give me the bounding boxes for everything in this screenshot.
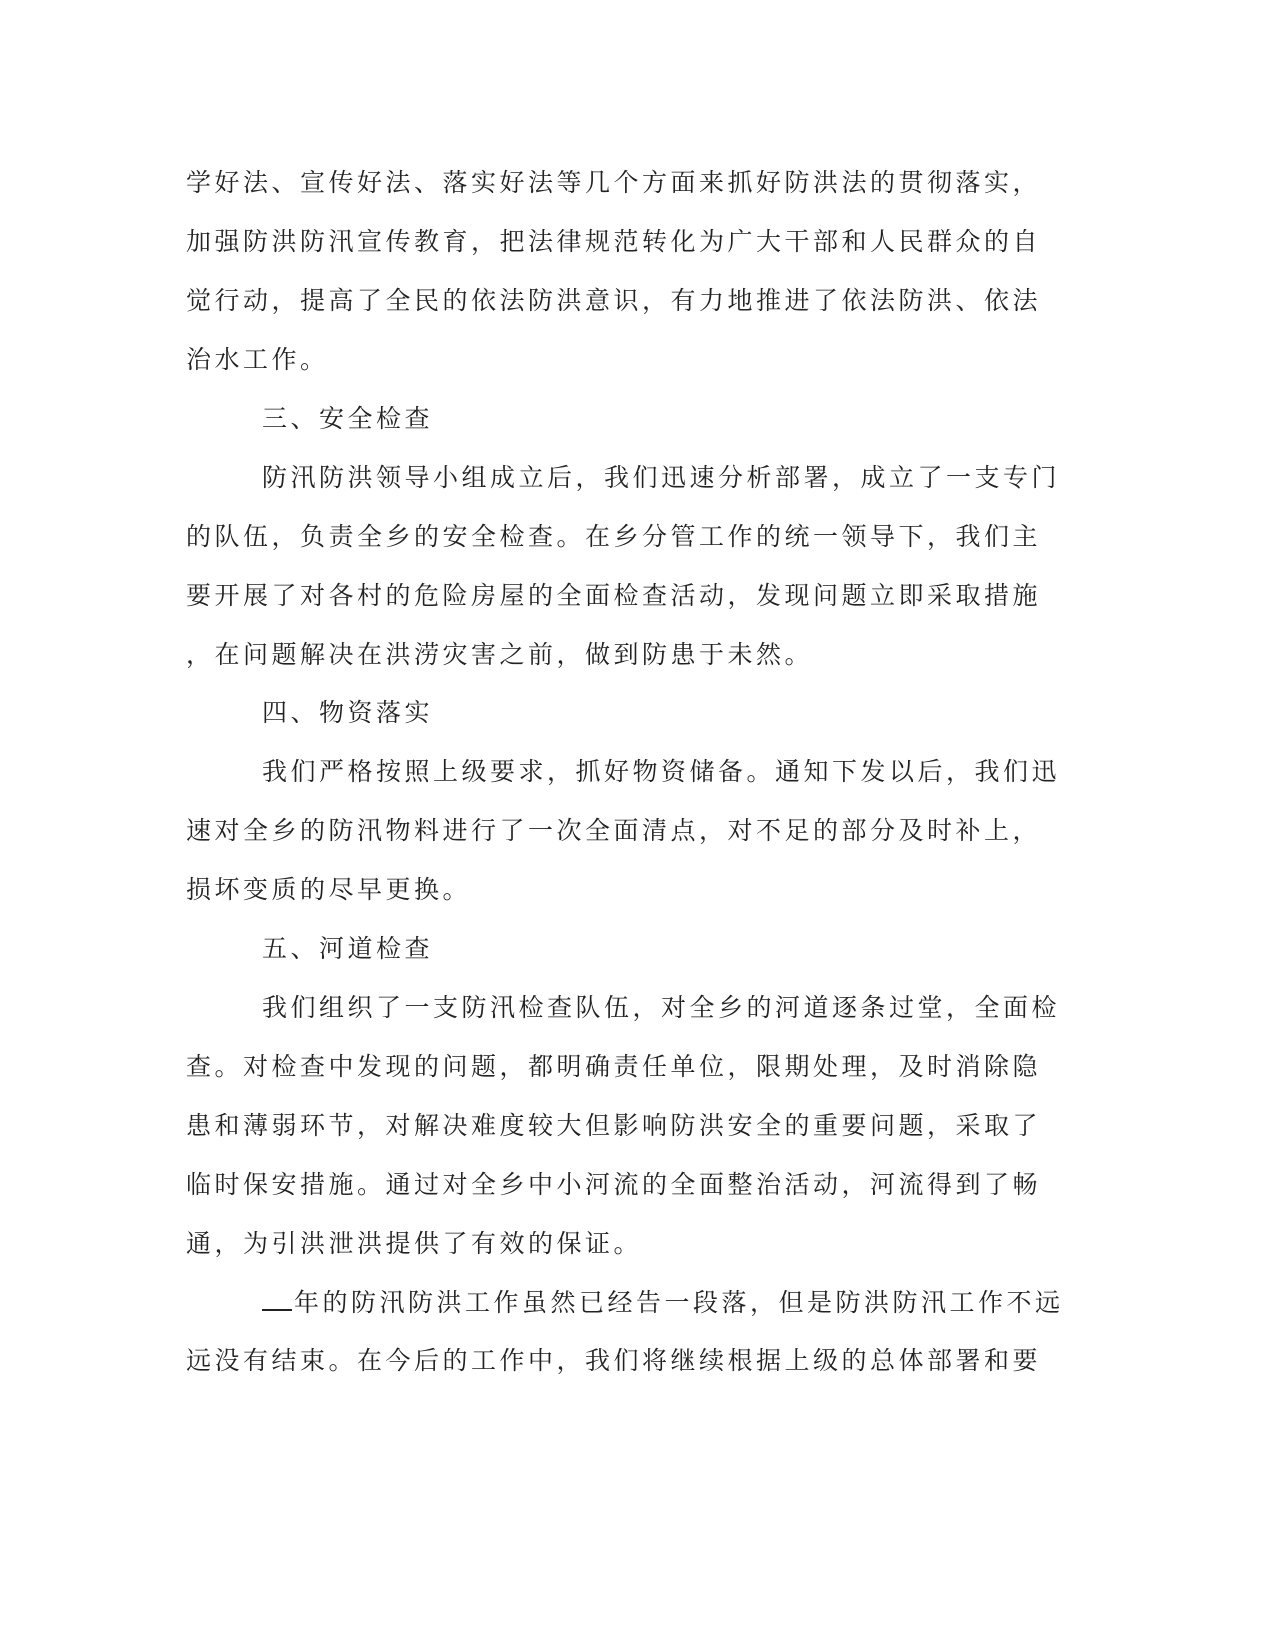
body-text-line: 损坏变质的尽早更换。 [186, 875, 472, 904]
body-text-line: 远没有结束。在今后的工作中，我们将继续根据上级的总体部署和要 [186, 1346, 1042, 1375]
body-text-line: 我们组织了一支防汛检查队伍，对全乡的河道逐条过堂，全面检 [262, 993, 1061, 1022]
body-text-line: 速对全乡的防汛物料进行了一次全面清点，对不足的部分及时补上， [186, 816, 1042, 845]
body-text-line: 加强防洪防汛宣传教育，把法律规范转化为广大干部和人民群众的自 [186, 227, 1042, 256]
body-text-fragment: 年的防汛防洪工作虽然已经告一段落，但是防洪防汛工作不远 [294, 1288, 1064, 1317]
section-heading: 五、河道检查 [262, 934, 434, 963]
body-text-line: 防汛防洪领导小组成立后，我们迅速分析部署，成立了一支专门 [262, 463, 1061, 492]
body-text-line: 临时保安措施。通过对全乡中小河流的全面整治活动，河流得到了畅 [186, 1170, 1042, 1199]
body-text-line: 要开展了对各村的危险房屋的全面检查活动，发现问题立即采取措施 [186, 581, 1042, 610]
body-text-line: 觉行动，提高了全民的依法防洪意识，有力地推进了依法防洪、依法 [186, 286, 1042, 315]
body-text-line: 治水工作。 [186, 345, 329, 374]
section-heading: 四、物资落实 [262, 698, 434, 727]
body-text-line-with-blank [262, 1283, 1064, 1323]
body-text-line: 通，为引洪泄洪提供了有效的保证。 [186, 1229, 643, 1258]
section-heading: 三、安全检查 [262, 404, 434, 433]
body-text-line: 学好法、宣传好法、落实好法等几个方面来抓好防洪法的贯彻落实， [186, 168, 1042, 197]
year-blank-underline [262, 1285, 292, 1311]
body-text-line: 查。对检查中发现的问题，都明确责任单位，限期处理，及时消除隐 [186, 1052, 1042, 1081]
body-text-line: 的队伍，负责全乡的安全检查。在乡分管工作的统一领导下，我们主 [186, 522, 1042, 551]
body-text-line: ，在问题解决在洪涝灾害之前，做到防患于未然。 [186, 640, 814, 669]
body-text-line: 我们严格按照上级要求，抓好物资储备。通知下发以后，我们迅 [262, 757, 1061, 786]
body-text-line: 患和薄弱环节，对解决难度较大但影响防洪安全的重要问题，采取了 [186, 1111, 1042, 1140]
